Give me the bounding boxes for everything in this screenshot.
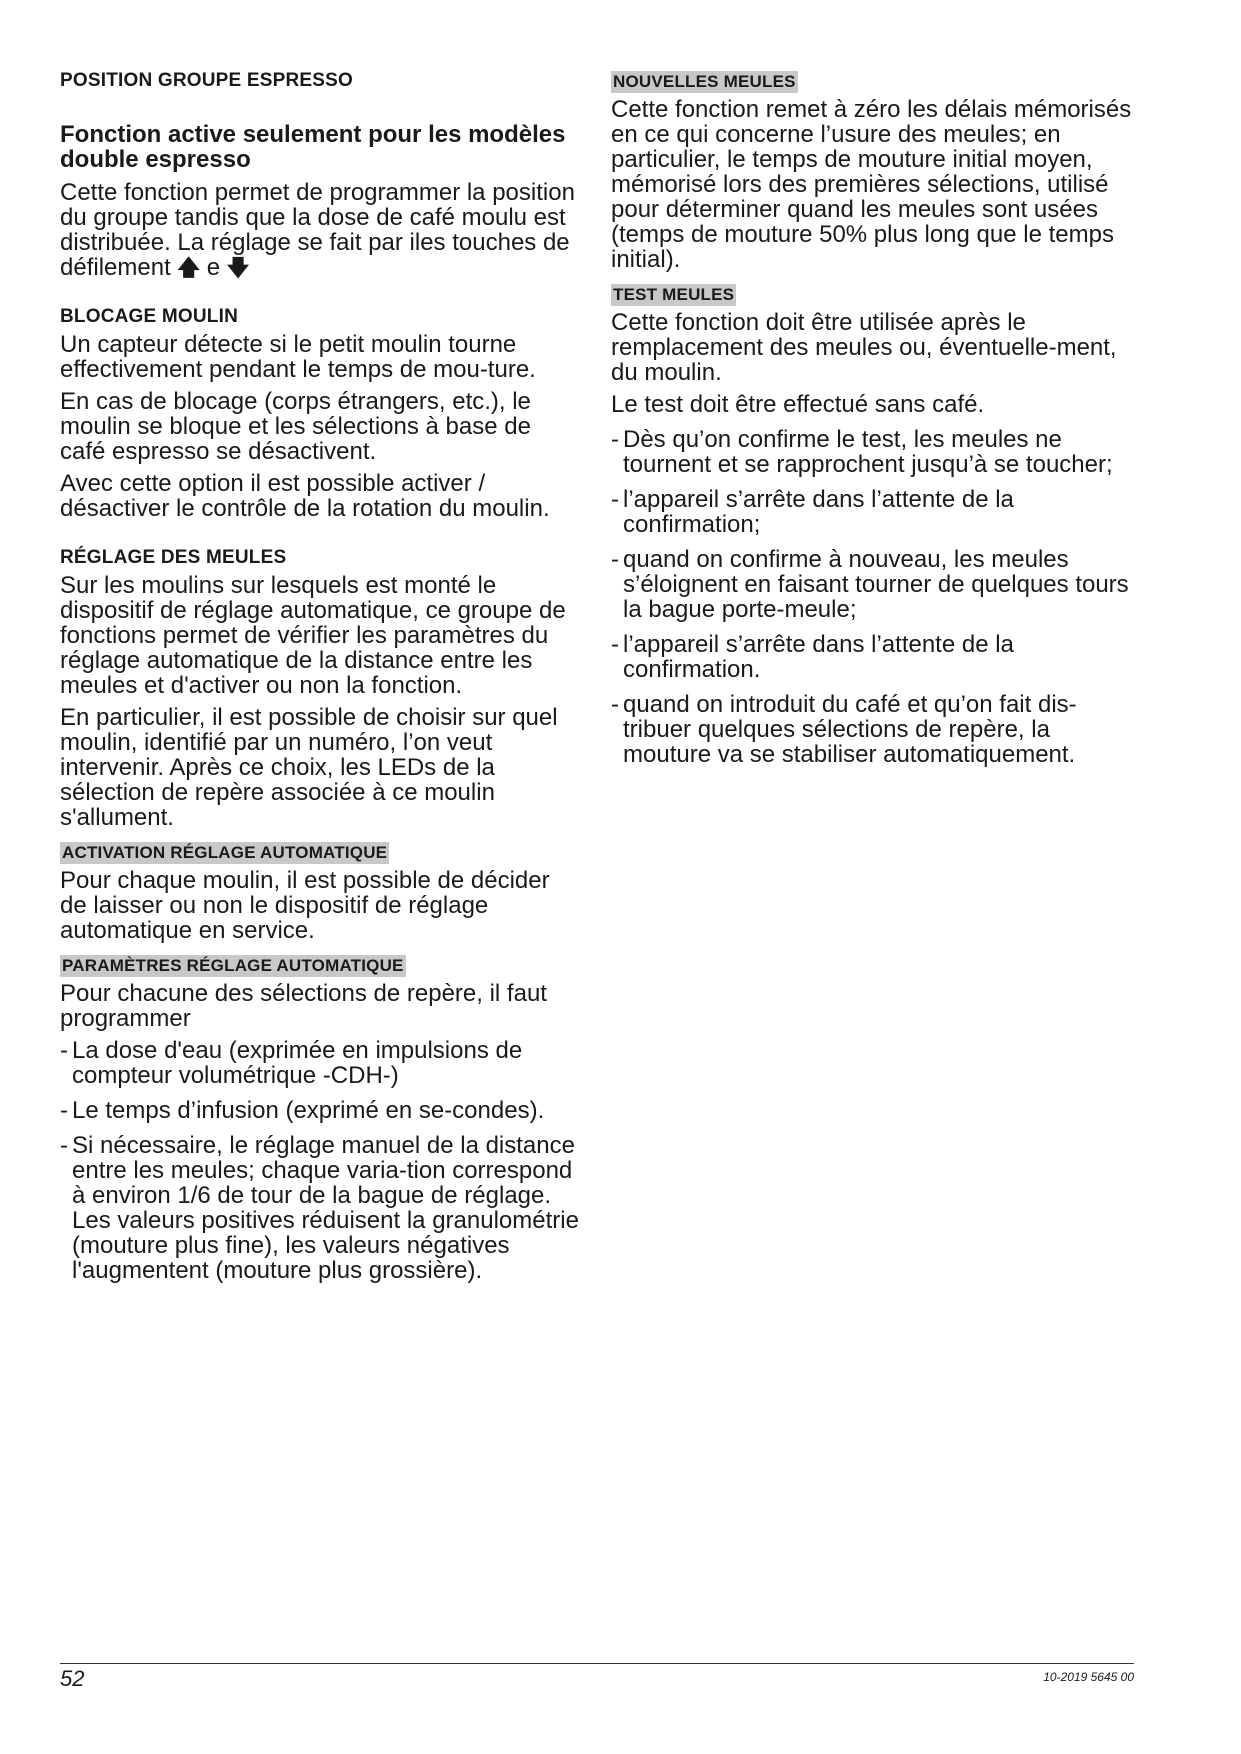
paragraph-blocage-3: Avec cette option il est possible activer / désactiver le contrôle de la rotation du moulin. bbox=[60, 470, 550, 522]
left-column bbox=[60, 70, 580, 1293]
paragraph-reglage-2: En particulier, il est possible de choisir sur quel moulin, identifié par un numéro, l’on veut intervenir. Après ce choix, les LEDs de la sélection de repère associée à ce moulin s'allument. bbox=[60, 704, 558, 831]
paragraph-nouvelles-meules: Cette fonction remet à zéro les délais mémorisés en ce qui concerne l’usure des meules; en particulier, le temps de mouture initial moyen, mémorisé lors des premières sélections, utilisé pour déterminer quand les meules sont usées (temps de mouture 50% plus long que le temps initial). bbox=[611, 96, 1132, 273]
section-title-position-groupe: POSITION GROUPE ESPRESSO bbox=[60, 70, 354, 91]
section-title-activation: ACTIVATION RÉGLAGE AUTOMATIQUE bbox=[62, 843, 388, 862]
list-item: - Dès qu’on confirme le test, les meules ne tournent et se rapprochent jusqu’à se toucher; bbox=[611, 426, 1113, 478]
paragraph-test-1: Cette fonction doit être utilisée après le remplacement des meules ou, éventuelle-ment, du moulin. bbox=[611, 309, 1117, 386]
section-title-nouvelles-meules: NOUVELLES MEULES bbox=[613, 72, 796, 91]
section-title-test-meules: TEST MEULES bbox=[613, 285, 735, 304]
list-item-text: quand on introduit du café et qu’on fait dis-tribuer quelques sélections de repère, la mouture va se stabiliser automatiquement. bbox=[623, 691, 1077, 768]
list-item: - Le temps d’infusion (exprimé en se-condes). bbox=[60, 1097, 545, 1124]
list-item-text: La dose d'eau (exprimée en impulsions de compteur volumétrique -CDH-) bbox=[72, 1037, 523, 1089]
paragraph-reglage-1: Sur les moulins sur lesquels est monté le dispositif de réglage automatique, ce groupe de fonctions permet de vérifier les paramètres du réglage automatique de la distance entre les meules et d'activer ou non la fonction. bbox=[60, 572, 566, 699]
list-item-text: Dès qu’on confirme le test, les meules ne tournent et se rapprochent jusqu’à se toucher; bbox=[623, 426, 1113, 478]
list-item: - La dose d'eau (exprimée en impulsions de compteur volumétrique -CDH-) bbox=[60, 1037, 523, 1089]
list-item: - quand on introduit du café et qu’on fait dis-tribuer quelques sélections de repère, la mouture va se stabiliser automatiquement. bbox=[611, 691, 1077, 768]
list-item-text: l’appareil s’arrête dans l’attente de la confirmation. bbox=[623, 631, 1014, 683]
list-item: - l’appareil s’arrête dans l’attente de la confirmation; bbox=[611, 486, 1014, 538]
conjunction-text: e bbox=[206, 254, 221, 281]
paragraph-activation: Pour chaque moulin, il est possible de décider de laisser ou non le dispositif de réglage automatique en service. bbox=[60, 867, 550, 944]
section-subtitle-double-espresso: Fonction active seulement pour les modèles double espresso bbox=[60, 121, 566, 173]
paragraph-parametres: Pour chacune des sélections de repère, il faut programmer bbox=[60, 980, 547, 1032]
section-title-blocage-moulin: BLOCAGE MOULIN bbox=[60, 306, 239, 327]
list-item-text: l’appareil s’arrête dans l’attente de la confirmation; bbox=[623, 486, 1014, 538]
list-item-text: Si nécessaire, le réglage manuel de la distance entre les meules; chaque varia-tion correspond à environ 1/6 de tour de la bague de réglage. Les valeurs positives réduisent la granulométrie (mouture plus fine), les valeurs négatives l'augmentent (mouture plus grossière). bbox=[72, 1132, 579, 1284]
section-title-parametres: PARAMÈTRES RÉGLAGE AUTOMATIQUE bbox=[62, 956, 404, 975]
section-title-reglage-meules: RÉGLAGE DES MEULES bbox=[60, 547, 287, 568]
paragraph-position-groupe bbox=[60, 180, 580, 280]
list-item: - l’appareil s’arrête dans l’attente de la confirmation. bbox=[611, 631, 1014, 683]
paragraph-blocage-1: Un capteur détecte si le petit moulin tourne effectivement pendant le temps de mou-ture. bbox=[60, 331, 536, 383]
list-item-text: quand on confirme à nouveau, les meules s’éloignent en faisant tourner de quelques tours la bague porte-meule; bbox=[623, 546, 1129, 623]
arrow-up-icon: 🡅 bbox=[177, 255, 201, 280]
paragraph-text: Cette fonction permet de programmer la position du groupe tandis que la dose de café moulu est distribuée. La réglage se fait par iles touches de défilement bbox=[60, 179, 575, 281]
footer-divider bbox=[60, 1663, 1134, 1664]
right-column bbox=[611, 71, 1136, 777]
paragraph-test-2: Le test doit être effectué sans café. bbox=[611, 391, 985, 418]
arrow-down-icon: 🡇 bbox=[226, 255, 250, 280]
list-item-text: Le temps d’infusion (exprimé en se-condes). bbox=[72, 1097, 545, 1124]
list-item: - quand on confirme à nouveau, les meules s’éloignent en faisant tourner de quelques tours la bague porte-meule; bbox=[611, 546, 1129, 623]
paragraph-blocage-2: En cas de blocage (corps étrangers, etc.), le moulin se bloque et les sélections à base de café espresso se désactivent. bbox=[60, 388, 531, 465]
document-reference: 10-2019 5645 00 bbox=[1043, 1670, 1134, 1684]
list-item: - Si nécessaire, le réglage manuel de la distance entre les meules; chaque varia-tion correspond à environ 1/6 de tour de la bague de réglage. Les valeurs positives réduisent la granulométrie (mouture plus fine), les valeurs négatives l'augmentent (mouture plus grossière). bbox=[60, 1132, 579, 1284]
page-number: 52 bbox=[60, 1666, 85, 1691]
